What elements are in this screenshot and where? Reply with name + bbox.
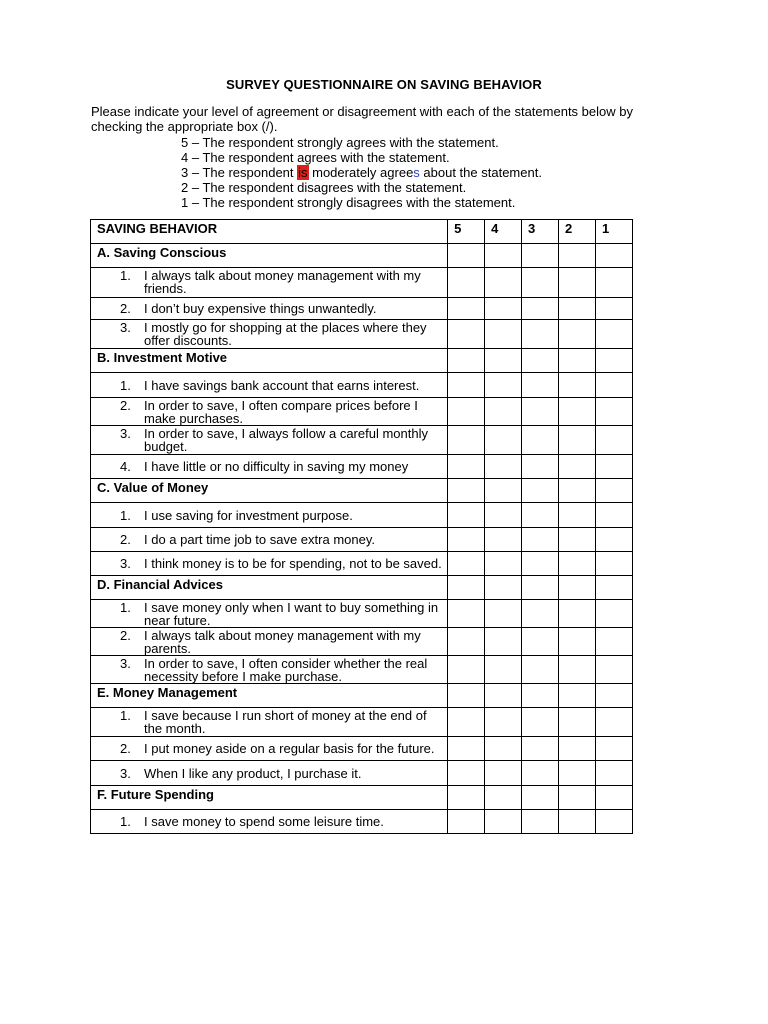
scale-line-4: 4 – The respondent agrees with the statement. <box>181 150 450 165</box>
rating-box-3[interactable] <box>522 552 559 576</box>
rating-box-2[interactable] <box>559 628 596 656</box>
empty-cell <box>448 349 485 373</box>
empty-cell <box>448 244 485 268</box>
table-row <box>91 708 633 737</box>
rating-box-1[interactable] <box>595 320 632 349</box>
rating-box-4[interactable] <box>485 656 522 684</box>
statement-text: I always talk about money management with my friends. <box>144 268 421 296</box>
empty-cell <box>522 349 559 373</box>
empty-cell <box>559 684 596 708</box>
rating-header-1: 1 <box>595 220 632 244</box>
rating-box-1[interactable] <box>595 503 632 528</box>
empty-cell <box>559 349 596 373</box>
rating-box-1[interactable] <box>595 761 632 786</box>
rating-box-4[interactable] <box>485 503 522 528</box>
statement-text: I don’t buy expensive things unwantedly. <box>144 301 377 316</box>
rating-box-5[interactable] <box>448 298 485 320</box>
rating-box-3[interactable] <box>522 373 559 398</box>
rating-box-1[interactable] <box>595 398 632 426</box>
item-number: 3. <box>120 426 131 441</box>
statement-cell <box>91 320 448 349</box>
rating-box-1[interactable] <box>595 552 632 576</box>
rating-box-3[interactable] <box>522 455 559 479</box>
scale-line-1: 1 – The respondent strongly disagrees with the statement. <box>181 195 516 210</box>
rating-box-4[interactable] <box>485 761 522 786</box>
statement-text: I do a part time job to save extra money. <box>144 532 375 547</box>
item-number: 3. <box>120 320 131 335</box>
statement-cell <box>91 503 448 528</box>
rating-box-2[interactable] <box>559 298 596 320</box>
table-row <box>91 455 633 479</box>
rating-box-3[interactable] <box>522 298 559 320</box>
empty-cell <box>522 479 559 503</box>
rating-box-1[interactable] <box>595 656 632 684</box>
rating-box-4[interactable] <box>485 320 522 349</box>
scale-line-3 <box>181 165 542 180</box>
statement-text: I put money aside on a regular basis for the future. <box>144 741 435 756</box>
empty-cell <box>522 684 559 708</box>
item-number: 4. <box>120 459 131 474</box>
table-row <box>91 552 633 576</box>
table-row <box>91 737 633 761</box>
rating-box-5[interactable] <box>448 373 485 398</box>
statement-cell <box>91 600 448 628</box>
rating-box-3[interactable] <box>522 761 559 786</box>
statement-text: I mostly go for shopping at the places where they offer discounts. <box>144 320 427 348</box>
rating-box-5[interactable] <box>448 708 485 737</box>
empty-cell <box>485 244 522 268</box>
rating-box-2[interactable] <box>559 552 596 576</box>
rating-box-3[interactable] <box>522 426 559 455</box>
empty-cell <box>595 244 632 268</box>
empty-cell <box>559 576 596 600</box>
empty-cell <box>595 786 632 810</box>
section-row <box>91 244 633 268</box>
rating-box-5[interactable] <box>448 810 485 834</box>
item-number: 1. <box>120 600 131 615</box>
empty-cell <box>595 479 632 503</box>
rating-box-1[interactable] <box>595 737 632 761</box>
rating-box-5[interactable] <box>448 455 485 479</box>
section-cell <box>91 244 448 268</box>
rating-box-3[interactable] <box>522 398 559 426</box>
statement-text: In order to save, I often consider whether the real necessity before I make purchase. <box>144 656 428 684</box>
section-cell <box>91 576 448 600</box>
rating-box-1[interactable] <box>595 810 632 834</box>
table-row <box>91 656 633 684</box>
item-number: 2. <box>120 301 131 316</box>
section-title: B. Investment Motive <box>97 350 228 365</box>
item-number: 3. <box>120 766 131 781</box>
empty-cell <box>448 479 485 503</box>
rating-box-5[interactable] <box>448 426 485 455</box>
rating-box-3[interactable] <box>522 528 559 552</box>
rating-box-5[interactable] <box>448 737 485 761</box>
rating-box-4[interactable] <box>485 268 522 298</box>
section-title: E. Money Management <box>97 685 238 700</box>
section-cell <box>91 684 448 708</box>
rating-box-3[interactable] <box>522 600 559 628</box>
section-cell <box>91 786 448 810</box>
empty-cell <box>522 244 559 268</box>
rating-box-5[interactable] <box>448 503 485 528</box>
table-row <box>91 373 633 398</box>
rating-scale-legend <box>181 135 542 210</box>
empty-cell <box>448 786 485 810</box>
table-row <box>91 320 633 349</box>
item-number: 2. <box>120 532 131 547</box>
rating-box-2[interactable] <box>559 708 596 737</box>
item-number: 1. <box>120 508 131 523</box>
empty-cell <box>485 349 522 373</box>
rating-box-1[interactable] <box>595 426 632 455</box>
rating-box-3[interactable] <box>522 708 559 737</box>
statement-cell <box>91 398 448 426</box>
statement-text: I have savings bank account that earns interest. <box>144 378 420 393</box>
table-row <box>91 503 633 528</box>
statement-text: I always talk about money management with my parents. <box>144 628 421 656</box>
statement-cell <box>91 552 448 576</box>
rating-header-3: 3 <box>522 220 559 244</box>
table-row <box>91 528 633 552</box>
table-header-label: SAVING BEHAVIOR <box>97 221 218 236</box>
section-title: F. Future Spending <box>97 787 214 802</box>
rating-box-3[interactable] <box>522 810 559 834</box>
statement-cell <box>91 426 448 455</box>
statement-cell <box>91 528 448 552</box>
statement-text: In order to save, I always follow a careful monthly budget. <box>144 426 428 454</box>
table-row <box>91 761 633 786</box>
survey-table <box>90 219 633 834</box>
statement-cell <box>91 298 448 320</box>
empty-cell <box>485 479 522 503</box>
statement-text: I use saving for investment purpose. <box>144 508 353 523</box>
item-number: 1. <box>120 378 131 393</box>
statement-cell <box>91 373 448 398</box>
rating-box-2[interactable] <box>559 737 596 761</box>
statement-text: I save because I run short of money at the end of the month. <box>144 708 427 736</box>
empty-cell <box>595 576 632 600</box>
statement-cell <box>91 737 448 761</box>
section-row <box>91 786 633 810</box>
rating-box-1[interactable] <box>595 528 632 552</box>
rating-box-4[interactable] <box>485 708 522 737</box>
rating-box-5[interactable] <box>448 761 485 786</box>
empty-cell <box>595 684 632 708</box>
table-row <box>91 810 633 834</box>
statement-cell <box>91 761 448 786</box>
empty-cell <box>559 479 596 503</box>
rating-box-1[interactable] <box>595 455 632 479</box>
empty-cell <box>595 349 632 373</box>
statement-text: When I like any product, I purchase it. <box>144 766 362 781</box>
rating-box-2[interactable] <box>559 398 596 426</box>
item-number: 2. <box>120 628 131 643</box>
rating-box-1[interactable] <box>595 298 632 320</box>
rating-box-4[interactable] <box>485 628 522 656</box>
statement-cell <box>91 628 448 656</box>
rating-box-1[interactable] <box>595 628 632 656</box>
rating-box-2[interactable] <box>559 426 596 455</box>
rating-box-5[interactable] <box>448 320 485 349</box>
rating-box-4[interactable] <box>485 455 522 479</box>
section-row <box>91 576 633 600</box>
rating-box-3[interactable] <box>522 737 559 761</box>
table-row <box>91 268 633 298</box>
empty-cell <box>559 786 596 810</box>
rating-box-3[interactable] <box>522 320 559 349</box>
statement-cell <box>91 268 448 298</box>
rating-box-3[interactable] <box>522 503 559 528</box>
rating-box-2[interactable] <box>559 600 596 628</box>
section-title: D. Financial Advices <box>97 577 223 592</box>
scale-3-middle: moderately agree <box>308 165 414 180</box>
statement-text: I save money only when I want to buy something in near future. <box>144 600 439 628</box>
rating-box-4[interactable] <box>485 373 522 398</box>
section-row <box>91 684 633 708</box>
header-cell <box>91 220 448 244</box>
rating-header-4: 4 <box>485 220 522 244</box>
section-title: A. Saving Conscious <box>97 245 227 260</box>
rating-box-1[interactable] <box>595 373 632 398</box>
table-row <box>91 398 633 426</box>
statement-cell <box>91 708 448 737</box>
rating-box-2[interactable] <box>559 503 596 528</box>
empty-cell <box>485 684 522 708</box>
section-title: C. Value of Money <box>97 480 209 495</box>
rating-box-3[interactable] <box>522 268 559 298</box>
table-row <box>91 600 633 628</box>
rating-box-5[interactable] <box>448 600 485 628</box>
rating-box-4[interactable] <box>485 398 522 426</box>
rating-box-2[interactable] <box>559 656 596 684</box>
scale-3-prefix: 3 – The respondent <box>181 165 298 180</box>
rating-box-2[interactable] <box>559 320 596 349</box>
rating-box-5[interactable] <box>448 528 485 552</box>
item-number: 3. <box>120 556 131 571</box>
rating-box-5[interactable] <box>448 398 485 426</box>
statement-cell <box>91 455 448 479</box>
section-cell <box>91 479 448 503</box>
item-number: 2. <box>120 741 131 756</box>
rating-box-4[interactable] <box>485 600 522 628</box>
empty-cell <box>485 576 522 600</box>
rating-box-1[interactable] <box>595 708 632 737</box>
rating-box-4[interactable] <box>485 737 522 761</box>
statement-text: In order to save, I often compare prices before I make purchases. <box>144 398 418 426</box>
table-row <box>91 298 633 320</box>
rating-box-2[interactable] <box>559 373 596 398</box>
rating-box-2[interactable] <box>559 810 596 834</box>
highlighted-word: is <box>298 165 308 180</box>
empty-cell <box>559 244 596 268</box>
rating-box-1[interactable] <box>595 268 632 298</box>
rating-box-4[interactable] <box>485 298 522 320</box>
empty-cell <box>448 576 485 600</box>
rating-box-3[interactable] <box>522 656 559 684</box>
rating-header-2: 2 <box>559 220 596 244</box>
table-row <box>91 628 633 656</box>
statement-text: I save money to spend some leisure time. <box>144 814 384 829</box>
rating-box-2[interactable] <box>559 761 596 786</box>
statement-text: I have little or no difficulty in saving my money <box>144 459 409 474</box>
item-number: 3. <box>120 656 131 671</box>
empty-cell <box>522 576 559 600</box>
empty-cell <box>485 786 522 810</box>
scale-line-5: 5 – The respondent strongly agrees with the statement. <box>181 135 499 150</box>
section-cell <box>91 349 448 373</box>
statement-cell <box>91 810 448 834</box>
item-number: 2. <box>120 398 131 413</box>
item-number: 1. <box>120 814 131 829</box>
empty-cell <box>522 786 559 810</box>
table-header-row <box>91 220 633 244</box>
rating-box-2[interactable] <box>559 455 596 479</box>
empty-cell <box>448 684 485 708</box>
rating-box-5[interactable] <box>448 656 485 684</box>
item-number: 1. <box>120 708 131 723</box>
rating-box-4[interactable] <box>485 426 522 455</box>
rating-box-4[interactable] <box>485 810 522 834</box>
document-title: SURVEY QUESTIONNAIRE ON SAVING BEHAVIOR <box>226 77 542 92</box>
section-row <box>91 479 633 503</box>
table-row <box>91 426 633 455</box>
rating-box-5[interactable] <box>448 268 485 298</box>
rating-box-2[interactable] <box>559 528 596 552</box>
instructions-text: Please indicate your level of agreement or disagreement with each of the statements below by checking the appropriate box (/). <box>91 104 633 134</box>
rating-header-5: 5 <box>448 220 485 244</box>
rating-box-4[interactable] <box>485 528 522 552</box>
rating-box-3[interactable] <box>522 628 559 656</box>
item-number: 1. <box>120 268 131 283</box>
statement-text: I think money is to be for spending, not to be saved. <box>144 556 442 571</box>
rating-box-2[interactable] <box>559 268 596 298</box>
statement-cell <box>91 656 448 684</box>
rating-box-5[interactable] <box>448 628 485 656</box>
blue-letter: s <box>413 165 420 180</box>
scale-line-2: 2 – The respondent disagrees with the statement. <box>181 180 467 195</box>
scale-3-suffix: about the statement. <box>419 165 542 180</box>
rating-box-4[interactable] <box>485 552 522 576</box>
rating-box-1[interactable] <box>595 600 632 628</box>
rating-box-5[interactable] <box>448 552 485 576</box>
section-row <box>91 349 633 373</box>
